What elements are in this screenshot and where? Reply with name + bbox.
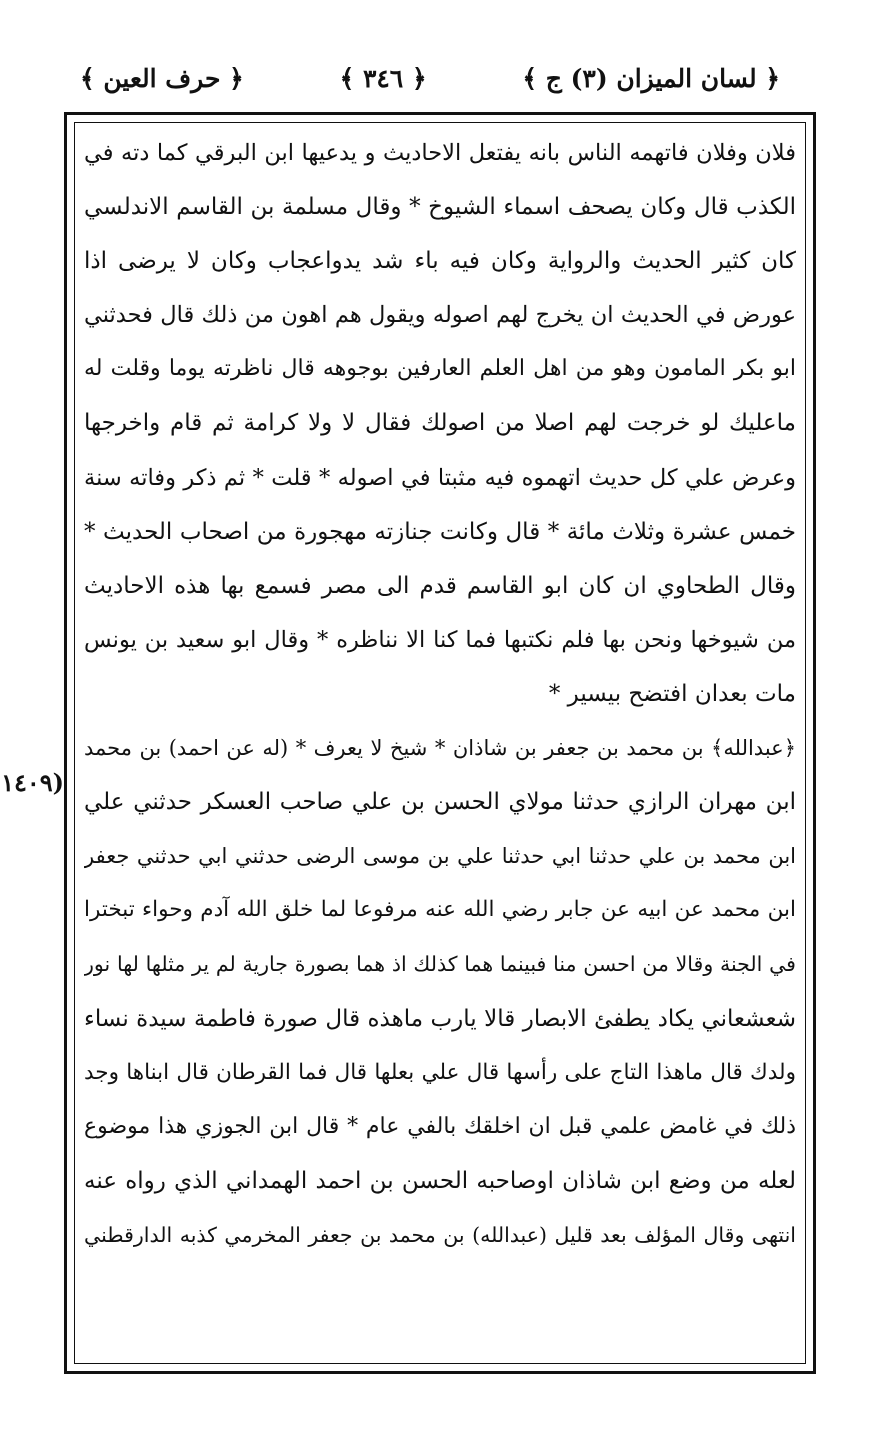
text-line: انتهى وقال المؤلف بعد قليل (عبدالله) بن محمد بن جعفر المخرمي كذبه الدارقطني <box>84 1222 796 1247</box>
text-line: فلان وفلان فاتهمه الناس بانه يفتعل الاحاديث و يدعيها ابن البرقي كما دته في <box>84 140 796 166</box>
entry-number: (١٤٠٩ <box>1 768 64 797</box>
text-line: ابن محمد بن علي حدثنا ابي حدثنا علي بن موسى الرضى حدثني ابي حدثني جعفر <box>84 844 796 869</box>
text-line: ابو بكر المامون وهو من اهل العلم العارفين بوجوهه قال ناظرته يوما وقلت له <box>84 356 796 382</box>
text-line: لعله من وضع ابن شاذان اوصاحبه الحسن بن احمد الهمداني الذي رواه عنه <box>84 1167 796 1194</box>
text-line: مات بعدان افتضح بيسير * <box>548 680 796 707</box>
main-text <box>84 126 796 1262</box>
text-line: وقال الطحاوي ان كان ابو القاسم قدم الى مصر فسمع بها هذه الاحاديث <box>84 572 796 599</box>
text-line: وعرض علي كل حديث اتهموه فيه مثبتا في اصوله * قلت * ثم ذكر وفاته سنة <box>84 464 796 491</box>
text-line: ابن مهران الرازي حدثنا مولاي الحسن بن علي صاحب العسكر حدثني علي <box>84 789 796 816</box>
text-line: ماعليك لو خرجت لهم اصلا من اصولك فقال لا ولا كرامة ثم قام واخرجها <box>84 410 796 437</box>
text-line: من شيوخها ونحن بها فلم نكتبها فما كنا الا نناظره * وقال ابو سعيد بن يونس <box>84 626 796 653</box>
text-line: شعشعاني يكاد يطفئ الابصار قالا يارب ماهذه قال صورة فاطمة سيدة نساء <box>84 1005 796 1032</box>
text-line: ذلك في غامض علمي قبل ان اخلقك بالفي عام * قال ابن الجوزي هذا موضوع <box>84 1113 796 1139</box>
text-line: ولدك قال ماهذا التاج على رأسها قال علي بعلها قال فما القرطان قال ابناها وجد <box>84 1059 796 1085</box>
text-line: عورض في الحديث ان يخرج لهم اصوله ويقول هم اهون من ذلك قال فحدثني <box>84 302 796 329</box>
text-line: ابن محمد عن ابيه عن جابر رضي الله عنه مرفوعا لما خلق الله آدم وحواء تبخترا <box>84 897 796 923</box>
text-line: الكذب قال وكان يصحف اسماء الشيوخ * وقال مسلمة بن القاسم الاندلسي <box>84 194 796 221</box>
text-line: خمس عشرة وثلاث مائة * قال وكانت جنازته مهجورة من اصحاب الحديث * <box>84 518 796 545</box>
text-line: كان كثير الحديث والرواية وكان فيه باء شد يدواعجاب وكان لا يرضى اذا <box>84 248 796 275</box>
book-title: ﴿ لسان الميزان (٣) ج ﴾ <box>522 63 780 93</box>
page-number: ﴿ ٣٤٦ ﴾ <box>339 63 427 93</box>
running-header <box>80 58 780 98</box>
entry-heading-line: ﴿عبدالله﴾ بن محمد بن جعفر بن شاذان * شيخ لا يعرف * (له عن احمد) بن محمد <box>84 736 796 761</box>
section-title: ﴿ حرف العين ﴾ <box>80 63 244 93</box>
text-line: في الجنة وقالا من احسن منا فبينما هما كذلك اذ هما بصورة جارية لم ير مثلها لها نور <box>84 952 796 977</box>
